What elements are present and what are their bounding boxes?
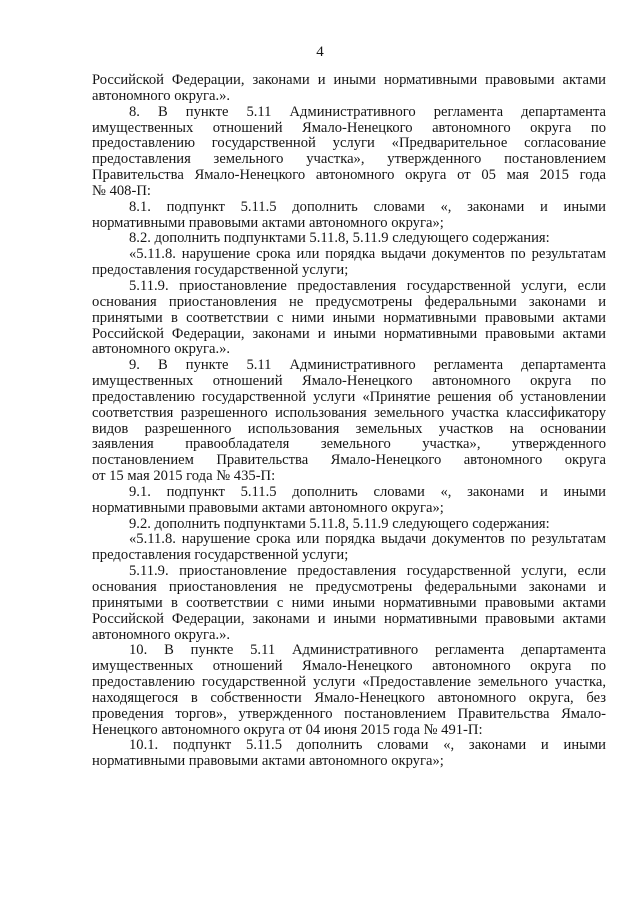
text-line: Ненецкого автономного округа от 04 июня 2015 года № 491-П: bbox=[92, 722, 483, 738]
text-line: 5.11.9. приостановление предоставления государственной услуги, если bbox=[129, 564, 606, 580]
text-line: «5.11.8. нарушение срока или порядка выдачи документов по результатам bbox=[129, 532, 606, 548]
text-line: имущественных отношений Ямало-Ненецкого автономного округа по bbox=[92, 120, 606, 136]
text-line: основания приостановления не предусмотрены федеральными законами и bbox=[92, 294, 606, 310]
text-line: проведения торгов», утвержденного постановлением Правительства Ямало- bbox=[92, 706, 606, 722]
text-line: предоставления государственной услуги; bbox=[92, 263, 349, 279]
text-line: 10.1. подпункт 5.11.5 дополнить словами «, законами и иными bbox=[129, 738, 606, 754]
text-line: автономного округа.». bbox=[92, 627, 231, 643]
text-line: 8.2. дополнить подпунктами 5.11.8, 5.11.9 следующего содержания: bbox=[129, 231, 550, 247]
text-line: принятыми в соответствии с ними иными нормативными правовыми актами bbox=[92, 595, 606, 611]
text-line: нормативными правовыми актами автономного округа»; bbox=[92, 215, 444, 231]
text-line: предоставлению государственной услуги «Принятие решения об установлении bbox=[92, 389, 606, 405]
text-line: заявления правообладателя земельного участка», утвержденного bbox=[92, 437, 606, 453]
text-line: Российской Федерации, законами и иными нормативными правовыми актами bbox=[92, 611, 606, 627]
text-line: основания приостановления не предусмотрены федеральными законами и bbox=[92, 580, 606, 595]
text-line: соответствия разрешенного использования земельного участка классификатору bbox=[92, 405, 606, 421]
text-line: предоставления земельного участка», утвержденного постановлением bbox=[92, 152, 606, 168]
text-line: имущественных отношений Ямало-Ненецкого автономного округа по bbox=[92, 659, 606, 675]
text-line: видов разрешенного использования земельных участков на основании bbox=[92, 421, 606, 437]
text-line: предоставления государственной услуги; bbox=[92, 548, 349, 564]
text-line: находящегося в собственности Ямало-Ненецкого автономного округа, без bbox=[92, 690, 606, 706]
text-line: принятыми в соответствии с ними иными нормативными правовыми актами bbox=[92, 310, 606, 326]
page-number: 4 bbox=[316, 44, 324, 60]
text-line: имущественных отношений Ямало-Ненецкого автономного округа по bbox=[92, 374, 606, 390]
text-line: предоставлению государственной услуги «Предварительное согласование bbox=[92, 136, 606, 152]
text-line: № 408-П: bbox=[92, 183, 151, 199]
text-line: 9.2. дополнить подпунктами 5.11.8, 5.11.9 следующего содержания: bbox=[129, 516, 550, 532]
text-line: «5.11.8. нарушение срока или порядка выдачи документов по результатам bbox=[129, 247, 606, 263]
text-line: автономного округа.». bbox=[92, 88, 231, 104]
text-line: 9. В пункте 5.11 Административного регламента департамента bbox=[129, 358, 606, 374]
text-line: 8. В пункте 5.11 Административного регламента департамента bbox=[129, 104, 606, 120]
text-line: Правительства Ямало-Ненецкого автономного округа от 05 мая 2015 года bbox=[92, 168, 606, 184]
text-line: 8.1. подпункт 5.11.5 дополнить словами «, законами и иными bbox=[129, 199, 606, 215]
text-line: Российской Федерации, законами и иными нормативными правовыми актами bbox=[92, 326, 606, 342]
text-line: постановлением Правительства Ямало-Ненецкого автономного округа bbox=[92, 453, 606, 469]
document-body bbox=[92, 73, 606, 770]
text-line: нормативными правовыми актами автономного округа»; bbox=[92, 754, 444, 770]
text-line: нормативными правовыми актами автономного округа»; bbox=[92, 500, 444, 516]
text-line: предоставлению государственной услуги «Предоставление земельного участка, bbox=[92, 675, 606, 691]
text-line: от 15 мая 2015 года № 435-П: bbox=[92, 469, 276, 485]
text-line: Российской Федерации, законами и иными нормативными правовыми актами bbox=[92, 73, 606, 88]
text-line: автономного округа.». bbox=[92, 342, 231, 358]
text-line: 9.1. подпункт 5.11.5 дополнить словами «, законами и иными bbox=[129, 484, 606, 500]
text-line: 5.11.9. приостановление предоставления государственной услуги, если bbox=[129, 278, 606, 294]
text-line: 10. В пункте 5.11 Административного регламента департамента bbox=[129, 643, 606, 659]
